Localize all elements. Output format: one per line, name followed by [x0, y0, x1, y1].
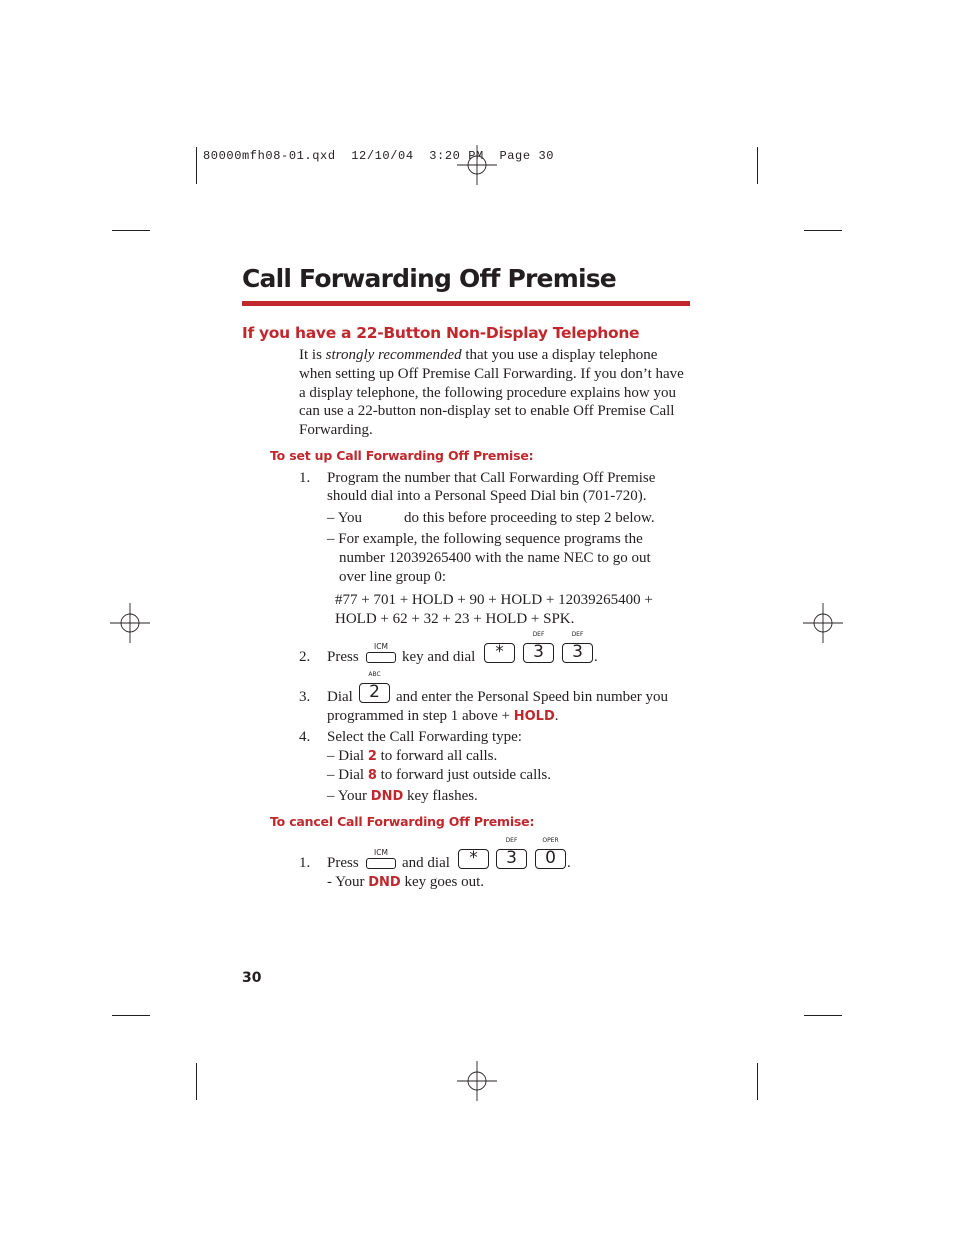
crop-mark-top-right-horizontal — [804, 230, 842, 231]
setup-step4-line1: Select the Call Forwarding type: — [327, 729, 522, 745]
cancel-step1-end: . — [567, 855, 571, 871]
cancel-asterisk-glyph: * — [469, 848, 478, 868]
setup-step3-line1: and enter the Personal Speed bin number you — [396, 689, 669, 705]
setup-step2-press: Press — [327, 649, 359, 665]
three-key — [523, 631, 554, 663]
cancel-star-key — [458, 849, 489, 869]
setup-step1-number: 1. — [299, 470, 311, 486]
intro-text-before: It is — [299, 347, 326, 363]
setup-step4-option2-start: – Dial — [327, 767, 368, 783]
cancel-icm-key-label: ICM — [374, 848, 388, 857]
star-key — [484, 643, 515, 663]
registration-mark-top — [457, 145, 497, 185]
setup-step2-middle: key and dial — [402, 649, 476, 665]
zero-key-label: OPER — [542, 837, 559, 844]
setup-step4-option1-start: – Dial — [327, 748, 368, 764]
cancel-heading: To cancel Call Forwarding Off Premise: — [270, 814, 535, 829]
two-key — [359, 671, 390, 703]
three-key-second-label: DEF — [571, 631, 584, 638]
setup-step4-option2 — [327, 766, 551, 785]
crop-mark-bottom-left-vertical — [196, 1063, 197, 1100]
setup-step3-line2-text: programmed in step 1 above + — [327, 708, 514, 724]
intro-text-after: that you use a display telephone when setting up Off Premise Call Forwarding. If you don’t have a display telephone, the following procedure explains how you can use a 22-button non-display set to enable Off Premise Call Forwarding. — [299, 347, 684, 439]
setup-step1-sub2-line3: over line group 0: — [339, 569, 447, 585]
crop-mark-bottom-right-horizontal — [804, 1015, 842, 1016]
registration-mark-left — [110, 603, 150, 643]
three-key-label: DEF — [532, 631, 545, 638]
setup-step4-option1-end: to forward all calls. — [376, 748, 498, 764]
section-heading: If you have a 22-Button Non-Display Telephone — [242, 324, 640, 342]
setup-step1-sequence-line1: #77 + 701 + HOLD + 90 + HOLD + 12039265400 + — [335, 592, 653, 608]
title-rule — [242, 301, 690, 306]
setup-heading: To set up Call Forwarding Off Premise: — [270, 448, 534, 463]
cancel-three-glyph: 3 — [506, 848, 517, 868]
registration-mark-bottom — [457, 1061, 497, 1101]
dial-eight-key: 8 — [367, 768, 377, 783]
setup-step3-end: . — [554, 708, 559, 724]
setup-step4-option3 — [327, 787, 478, 806]
icm-key — [366, 642, 396, 663]
setup-step2-end: . — [594, 649, 598, 665]
cancel-three-key — [496, 837, 527, 869]
setup-step2-number: 2. — [299, 649, 311, 665]
setup-step4-number: 4. — [299, 729, 311, 745]
three-key-second — [562, 631, 593, 663]
setup-step4-option3-start: – Your — [327, 788, 371, 804]
setup-step1-line2: should dial into a Personal Speed Dial bin (701-720). — [327, 488, 647, 504]
setup-step1-sub1-end: do this before proceeding to step 2 below. — [404, 510, 655, 526]
cancel-three-key-label: DEF — [505, 837, 518, 844]
hold-key-name: HOLD — [513, 709, 555, 724]
asterisk-glyph: * — [495, 642, 504, 662]
cancel-step1-middle: and dial — [402, 855, 450, 871]
setup-step3-number: 3. — [299, 689, 311, 705]
setup-step4-option2-end: to forward just outside calls. — [376, 767, 552, 783]
setup-step4-option1 — [327, 747, 497, 766]
setup-step1-line1: Program the number that Call Forwarding Off Premise — [327, 470, 656, 486]
setup-step1-sub2-line2: number 12039265400 with the name NEC to go out — [339, 550, 651, 566]
zero-glyph: 0 — [545, 848, 556, 868]
dnd-key-name: DND — [370, 789, 404, 804]
cancel-step1-sub-start: - Your — [327, 874, 369, 890]
crop-mark-bottom-left-horizontal — [112, 1015, 150, 1016]
intro-paragraph — [299, 346, 689, 440]
dial-two-key: 2 — [367, 749, 377, 764]
page-title: Call Forwarding Off Premise — [242, 264, 616, 293]
icm-key-label: ICM — [374, 642, 388, 651]
crop-mark-bottom-right-vertical — [757, 1063, 758, 1100]
crop-mark-top-left-vertical — [196, 147, 197, 184]
crop-mark-top-left-horizontal — [112, 230, 150, 231]
cancel-step1-sub — [327, 873, 484, 892]
cancel-step1-number: 1. — [299, 855, 311, 871]
cancel-icm-key — [366, 848, 396, 869]
intro-emphasis: strongly recommended — [325, 347, 462, 363]
setup-step1-sequence-line2: HOLD + 62 + 32 + 23 + HOLD + SPK. — [335, 611, 575, 627]
crop-mark-top-right-vertical — [757, 147, 758, 184]
cancel-dnd-key-name: DND — [368, 875, 401, 890]
setup-step3-line2 — [327, 707, 559, 726]
setup-step1-sub1-start: – You — [327, 510, 363, 526]
page-number: 30 — [242, 970, 262, 986]
three-glyph-second: 3 — [572, 642, 583, 662]
zero-key — [535, 837, 566, 869]
two-key-label: ABC — [368, 671, 381, 678]
setup-step4-option3-end: key flashes. — [403, 788, 478, 804]
registration-mark-right — [803, 603, 843, 643]
three-glyph: 3 — [533, 642, 544, 662]
cancel-step1-sub-end: key goes out. — [400, 874, 485, 890]
two-glyph: 2 — [369, 682, 380, 702]
setup-step3-dial: Dial — [327, 689, 353, 705]
print-slug-line: 80000mfh08-01.qxd 12/10/04 3:20 PM Page 30 — [203, 149, 555, 163]
cancel-step1-press: Press — [327, 855, 359, 871]
setup-step1-sub2-line1: – For example, the following sequence programs the — [327, 531, 643, 547]
